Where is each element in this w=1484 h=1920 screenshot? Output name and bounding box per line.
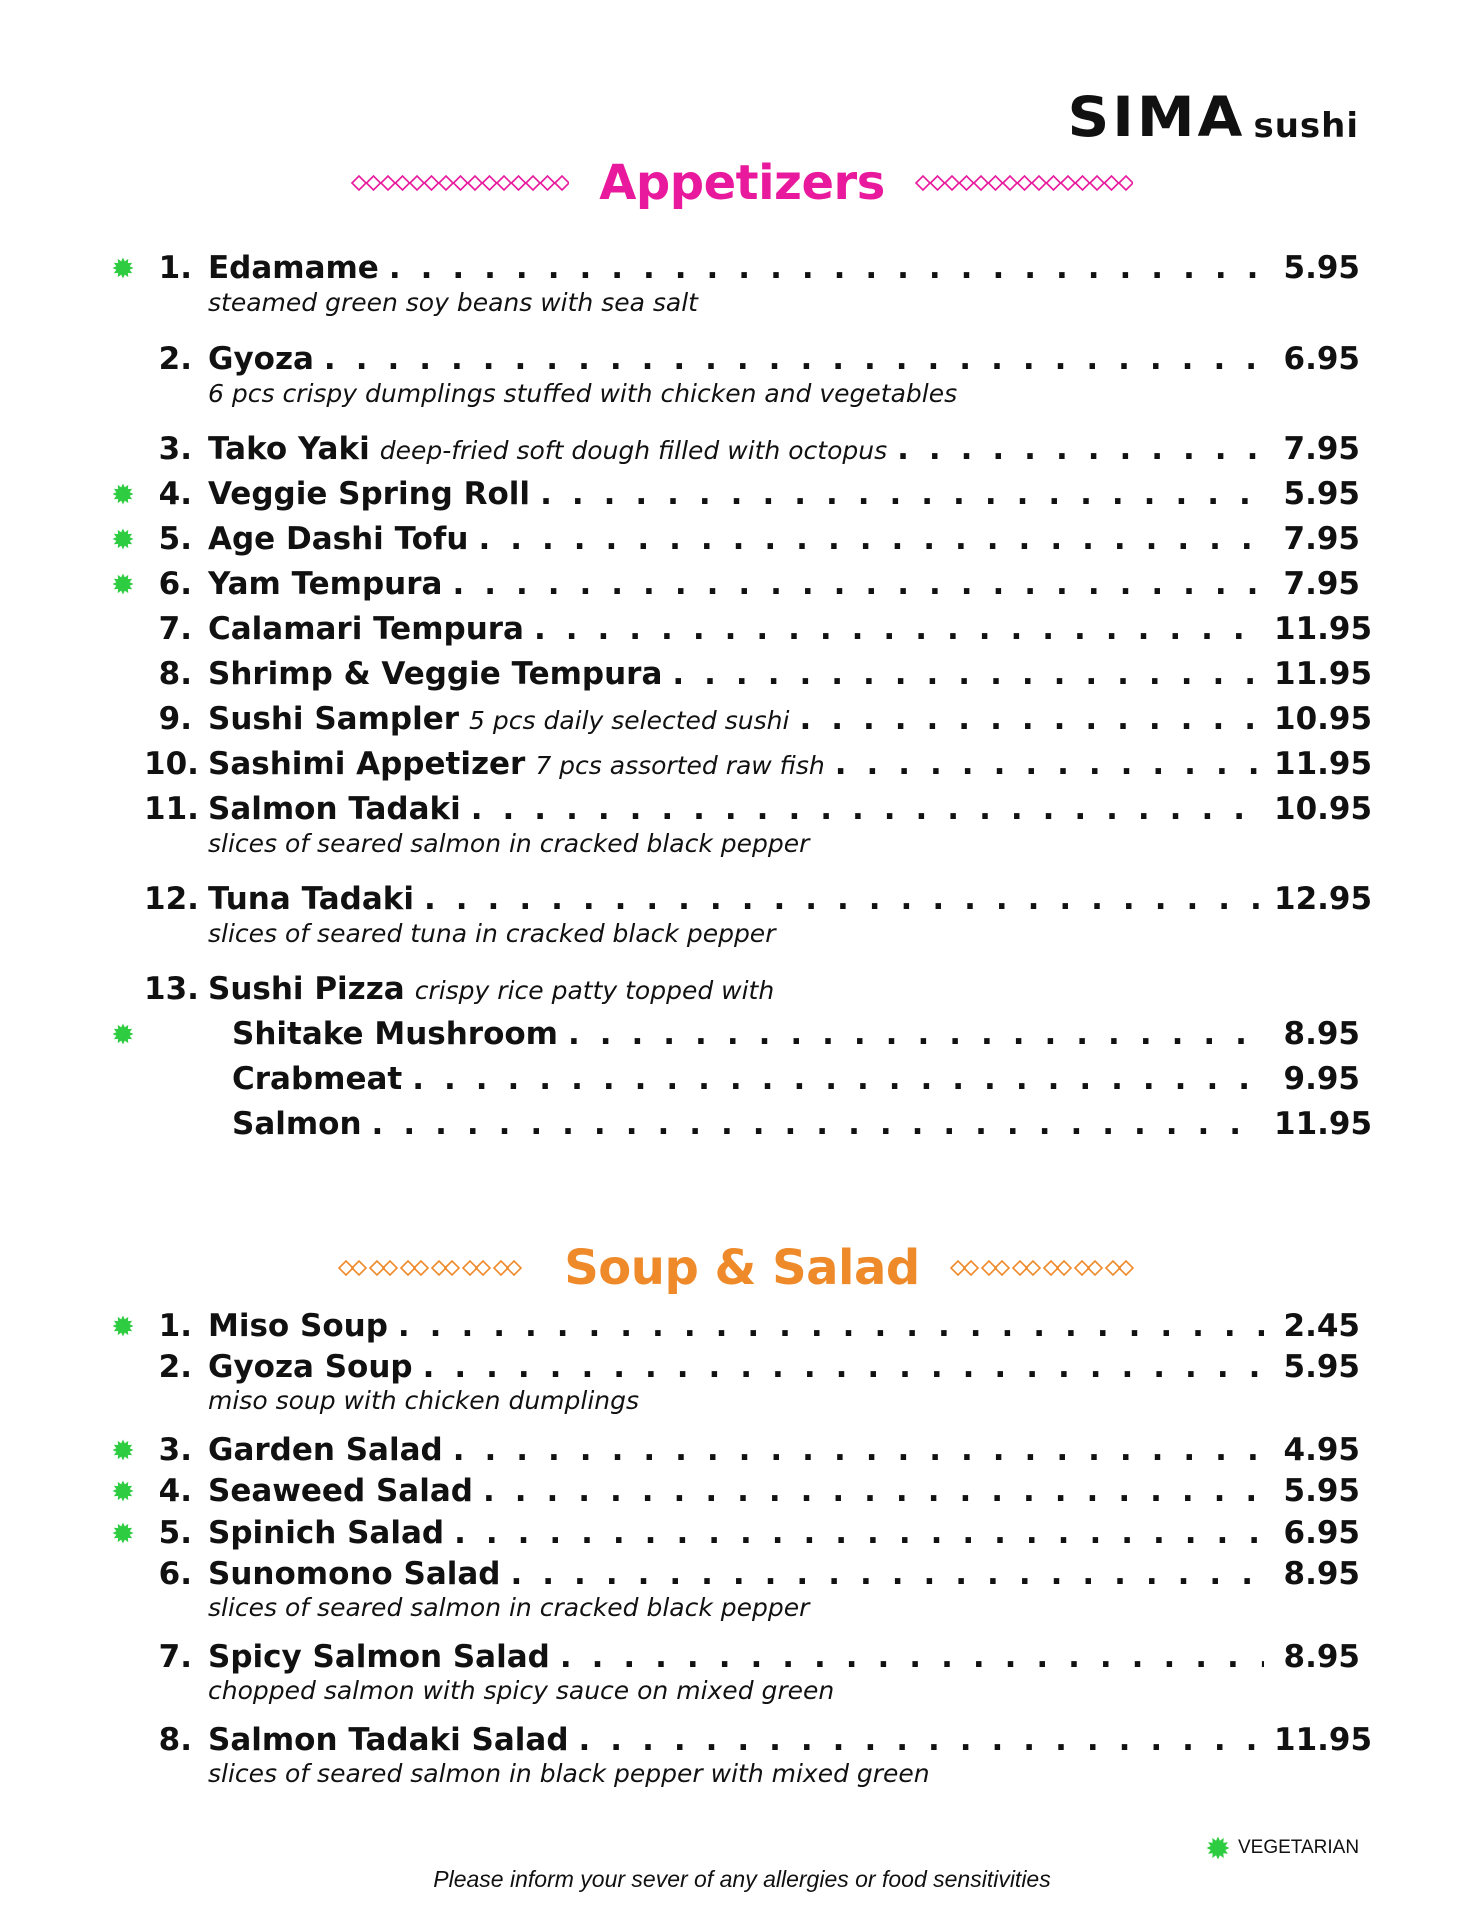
vegetarian-leaf-icon <box>1206 1836 1230 1860</box>
menu-item <box>144 1101 1373 1147</box>
item-price: 8.95 <box>1283 1016 1360 1052</box>
vegetarian-leaf-icon <box>112 1315 134 1337</box>
dot-leader <box>540 471 1264 517</box>
dot-leader <box>389 245 1264 291</box>
vegetarian-legend-label: VEGETARIAN <box>1238 1837 1360 1858</box>
item-description: miso soup with chicken dumplings <box>208 1386 640 1415</box>
item-number: 7. <box>158 611 192 647</box>
item-description: slices of seared salmon in cracked black pepper <box>208 1593 810 1622</box>
item-price: 11.95 <box>1274 611 1373 647</box>
item-name: Garden Salad <box>208 1432 443 1468</box>
dot-leader <box>478 516 1264 562</box>
item-price: 8.95 <box>1283 1556 1360 1592</box>
dot-leader <box>471 786 1264 832</box>
logo-main: SIMA <box>1067 84 1246 150</box>
item-price: 7.95 <box>1283 431 1360 467</box>
item-name: Gyoza <box>208 341 314 377</box>
dot-leader <box>324 336 1264 382</box>
menu-item <box>144 741 1373 787</box>
item-number: 7. <box>158 1639 192 1675</box>
item-inline-description: 5 pcs daily selected sushi <box>469 706 790 735</box>
item-name: Spicy Salmon Salad <box>208 1639 550 1675</box>
item-price: 5.95 <box>1283 1349 1360 1385</box>
dot-leader <box>534 606 1264 652</box>
item-number: 2. <box>158 1349 192 1385</box>
menu-item <box>144 561 1360 607</box>
vegetarian-leaf-icon <box>112 1522 134 1544</box>
menu-item <box>144 426 1360 472</box>
item-name: Shrimp & Veggie Tempura <box>208 656 663 692</box>
diamond-border-right-icon <box>915 171 1133 195</box>
menu-item <box>144 651 1373 697</box>
menu-item <box>144 1011 1360 1057</box>
item-name: Tuna Tadaki <box>208 881 415 917</box>
item-name: Veggie Spring Roll <box>208 476 531 512</box>
appetizers-title: Appetizers <box>599 155 885 211</box>
item-inline-description: crispy rice patty topped with <box>414 976 775 1005</box>
vegetarian-leaf-icon <box>112 1439 134 1461</box>
item-number: 8. <box>158 656 192 692</box>
item-name: Gyoza Soup <box>208 1349 413 1385</box>
item-price: 8.95 <box>1283 1639 1360 1675</box>
item-number: 12. <box>144 881 199 917</box>
vegetarian-leaf-icon <box>112 573 134 595</box>
allergy-note: Please inform your sever of any allergies or food sensitivities <box>433 1866 1051 1892</box>
item-description: slices of seared salmon in cracked black pepper <box>208 829 810 858</box>
item-price: 6.95 <box>1283 341 1360 377</box>
menu-item <box>144 1056 1360 1102</box>
menu-item <box>144 471 1360 517</box>
vegetarian-leaf-icon <box>112 483 134 505</box>
item-name: Edamame <box>208 250 379 286</box>
item-name: Shitake Mushroom <box>232 1016 558 1052</box>
vegetarian-legend <box>1206 1836 1359 1860</box>
menu-item <box>144 1303 1360 1349</box>
appetizers-header <box>0 155 1484 211</box>
dot-leader <box>424 876 1264 922</box>
dot-leader <box>672 651 1264 697</box>
item-description: slices of seared salmon in black pepper with mixed green <box>208 1759 930 1788</box>
dot-leader <box>799 696 1264 742</box>
item-number: 10. <box>144 746 199 782</box>
item-price: 11.95 <box>1274 656 1373 692</box>
menu-item <box>144 1468 1360 1514</box>
item-number: 9. <box>158 701 192 737</box>
item-name: Salmon <box>232 1106 362 1142</box>
item-name: Sashimi Appetizer <box>208 746 526 782</box>
item-price: 10.95 <box>1274 791 1373 827</box>
item-number: 1. <box>158 1308 192 1344</box>
item-number: 1. <box>158 250 192 286</box>
item-price: 5.95 <box>1283 250 1360 286</box>
dot-leader <box>897 426 1264 472</box>
item-description: steamed green soy beans with sea salt <box>208 288 698 317</box>
dot-leader <box>568 1011 1264 1057</box>
item-name: Spinich Salad <box>208 1515 445 1551</box>
item-name: Salmon Tadaki <box>208 791 461 827</box>
diamond-border-left-icon <box>351 171 569 195</box>
item-description: chopped salmon with spicy sauce on mixed green <box>208 1676 835 1705</box>
item-name: Yam Tempura <box>208 566 443 602</box>
item-number: 4. <box>158 1473 192 1509</box>
item-inline-description: deep-fried soft dough filled with octopus <box>379 436 888 465</box>
dot-leader <box>372 1101 1264 1147</box>
vegetarian-leaf-icon <box>112 1023 134 1045</box>
item-name: Salmon Tadaki Salad <box>208 1722 569 1758</box>
item-name: Sunomono Salad <box>208 1556 501 1592</box>
item-number: 5. <box>158 521 192 557</box>
item-price: 11.95 <box>1274 1722 1373 1758</box>
item-number: 13. <box>144 971 199 1007</box>
vegetarian-leaf-icon <box>112 528 134 550</box>
item-name: Sushi Sampler <box>208 701 460 737</box>
dot-leader <box>452 561 1264 607</box>
item-number: 6. <box>158 1556 192 1592</box>
item-number: 6. <box>158 566 192 602</box>
diamond-border-right-icon <box>950 1256 1146 1280</box>
menu-item <box>144 966 1360 1012</box>
item-description: slices of seared tuna in cracked black pepper <box>208 919 776 948</box>
dot-leader <box>454 1510 1264 1556</box>
logo-sub: sushi <box>1253 106 1359 146</box>
item-number: 3. <box>158 1432 192 1468</box>
item-price: 11.95 <box>1274 746 1373 782</box>
item-number: 8. <box>158 1722 192 1758</box>
item-name: Tako Yaki <box>208 431 370 467</box>
menu-item <box>144 696 1373 742</box>
item-name: Crabmeat <box>232 1061 403 1097</box>
item-price: 7.95 <box>1283 521 1360 557</box>
soup-salad-title: Soup & Salad <box>564 1240 920 1296</box>
dot-leader <box>412 1056 1264 1102</box>
menu-item <box>144 786 1373 832</box>
item-name: Sushi Pizza <box>208 971 405 1007</box>
item-price: 5.95 <box>1283 1473 1360 1509</box>
item-price: 5.95 <box>1283 476 1360 512</box>
item-description: 6 pcs crispy dumplings stuffed with chicken and vegetables <box>208 379 958 408</box>
item-number: 2. <box>158 341 192 377</box>
item-inline-description: 7 pcs assorted raw fish <box>535 751 825 780</box>
item-number: 4. <box>158 476 192 512</box>
item-name: Seaweed Salad <box>208 1473 473 1509</box>
dot-leader <box>835 741 1264 787</box>
item-price: 2.45 <box>1283 1308 1360 1344</box>
menu-item <box>144 1427 1360 1473</box>
menu-item <box>144 1510 1360 1556</box>
dot-leader <box>398 1303 1264 1349</box>
item-price: 6.95 <box>1283 1515 1360 1551</box>
item-price: 7.95 <box>1283 566 1360 602</box>
item-number: 11. <box>144 791 199 827</box>
menu-item <box>144 876 1373 922</box>
menu-item <box>144 336 1360 382</box>
soup-salad-header <box>0 1240 1484 1296</box>
menu-item <box>144 606 1373 652</box>
item-price: 9.95 <box>1283 1061 1360 1097</box>
item-name: Miso Soup <box>208 1308 388 1344</box>
logo <box>1067 84 1359 150</box>
item-price: 4.95 <box>1283 1432 1360 1468</box>
item-price: 10.95 <box>1274 701 1373 737</box>
dot-leader <box>453 1427 1264 1473</box>
item-price: 11.95 <box>1274 1106 1373 1142</box>
item-name: Calamari Tempura <box>208 611 524 647</box>
vegetarian-leaf-icon <box>112 1480 134 1502</box>
diamond-border-left-icon <box>338 1256 534 1280</box>
menu-item <box>144 516 1360 562</box>
item-price: 12.95 <box>1274 881 1373 917</box>
item-name: Age Dashi Tofu <box>208 521 469 557</box>
item-number: 3. <box>158 431 192 467</box>
item-number: 5. <box>158 1515 192 1551</box>
menu-item <box>144 245 1360 291</box>
dot-leader <box>483 1468 1264 1514</box>
vegetarian-leaf-icon <box>112 257 134 279</box>
